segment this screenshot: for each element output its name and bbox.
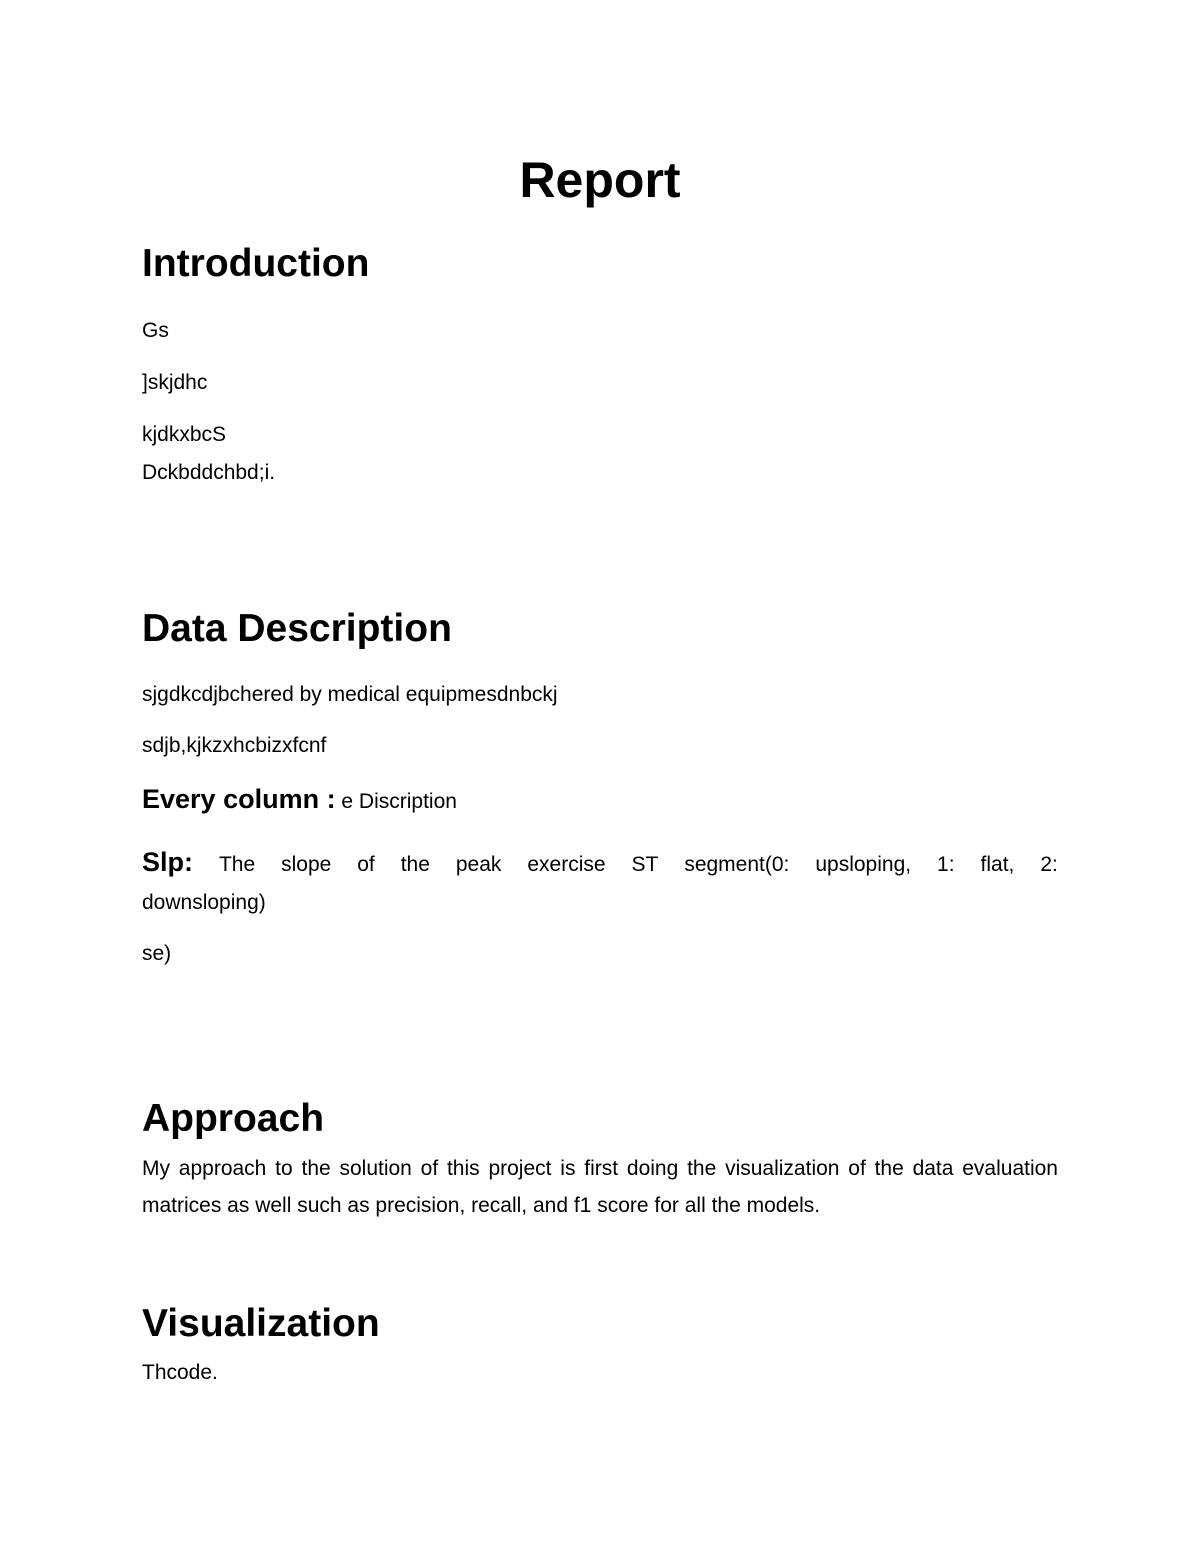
slp-word: The — [218, 853, 256, 876]
every-column-text: e Discription — [341, 790, 457, 813]
slp-word: exercise — [527, 853, 606, 876]
every-column-label: Every column : — [142, 784, 336, 814]
introduction-line-3: kjdkxbcS — [142, 423, 227, 446]
slp-word: 2: — [1040, 853, 1058, 876]
introduction-line-2: ]skjdhc — [142, 371, 208, 394]
slp-word: flat, — [980, 853, 1015, 876]
approach-heading: Approach — [142, 1097, 325, 1140]
introduction-heading: Introduction — [142, 242, 370, 285]
slp-continuation: downsloping) — [142, 891, 266, 914]
slp-word: of — [357, 853, 375, 876]
every-column-line — [142, 785, 457, 816]
slp-first-line — [142, 843, 1058, 884]
slp-word: peak — [455, 853, 502, 876]
slp-word: the — [400, 853, 430, 876]
visualization-text: Thcode. — [142, 1361, 218, 1384]
approach-paragraph: My approach to the solution of this project is first doing the visualization of the data evaluation matrices as well such as precision, recall, and f1 score for all the models. — [142, 1157, 1058, 1217]
slp-word: slope — [281, 853, 332, 876]
slp-word: 1: — [937, 853, 955, 876]
slp-word: segment(0: — [684, 853, 790, 876]
slp-label: Slp: — [142, 847, 193, 877]
slp-word: upsloping, — [815, 853, 912, 876]
data-description-heading: Data Description — [142, 607, 452, 650]
introduction-line-4: Dckbddchbd;i. — [142, 461, 276, 484]
data-description-line-1: sjgdkcdjbchered by medical equipmesdnbckj — [142, 683, 558, 706]
introduction-line-1: Gs — [142, 319, 169, 342]
slp-word: ST — [631, 853, 659, 876]
visualization-heading: Visualization — [142, 1302, 380, 1345]
data-description-trailing: se) — [142, 942, 172, 965]
slp-paragraph — [142, 843, 1058, 922]
data-description-line-2: sdjb,kjkzxhcbizxfcnf — [142, 734, 327, 757]
document-title: Report — [519, 152, 681, 208]
